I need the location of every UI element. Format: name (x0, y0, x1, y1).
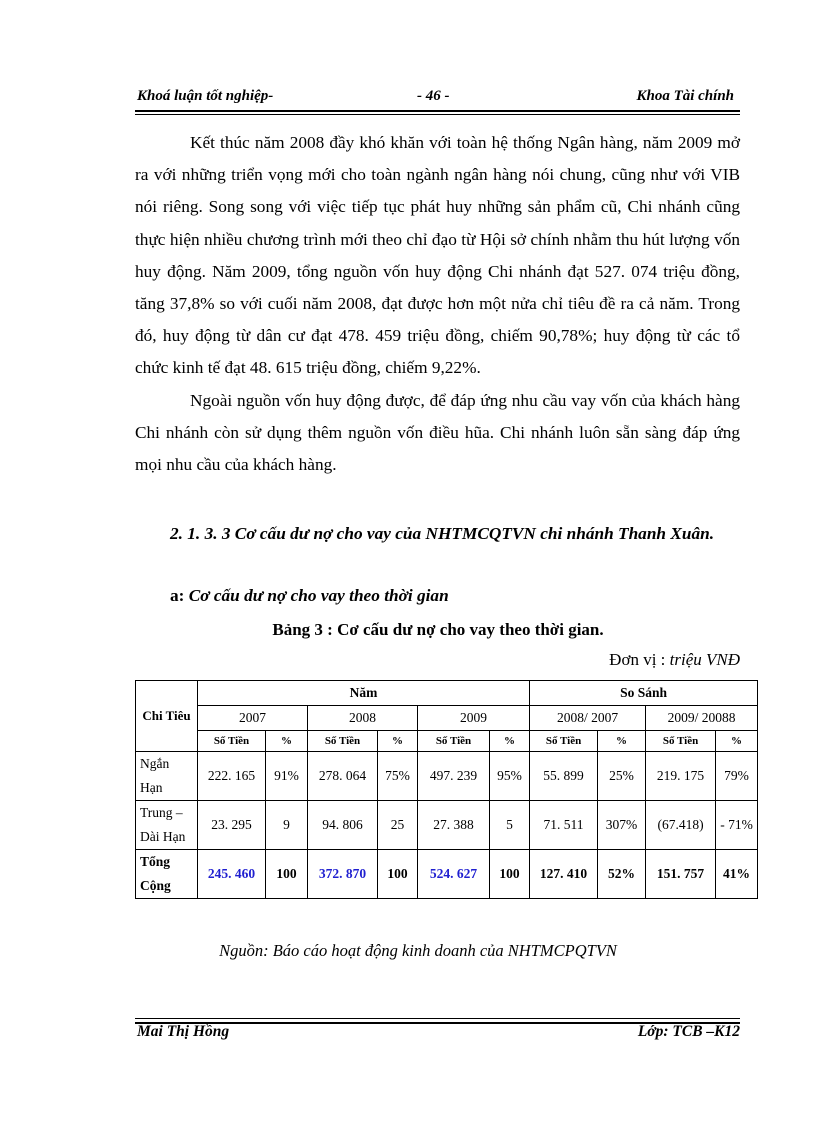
header-so-tien: Số Tiền (308, 731, 378, 752)
table-cell: 5 (490, 801, 530, 850)
footer-class: Lớp: TCB –K12 (637, 1023, 740, 1040)
header-so-tien: Số Tiền (646, 731, 716, 752)
page-footer (135, 1021, 740, 1045)
unit-value: triệu VNĐ (669, 650, 740, 669)
table-cell: 95% (490, 752, 530, 801)
total-cell: 100 (490, 850, 530, 899)
table-header-row-3 (136, 731, 758, 752)
total-cell: 41% (716, 850, 758, 899)
header-chi-tieu: Chi Tiêu (136, 681, 198, 752)
table-cell: 9 (266, 801, 308, 850)
total-cell: 151. 757 (646, 850, 716, 899)
paragraph-1: Kết thúc năm 2008 đầy khó khăn với toàn hệ thống Ngân hàng, năm 2009 mở ra với những triển vọng mới cho toàn ngành ngân hàng nói chung, cũng như với VIB nói riêng. Song song với việc tiếp tục phát huy những sản phẩm cũ, Chi nhánh cũng thực hiện nhiều chương trình mới theo chỉ đạo từ Hội sở chính nhằm thu hút lượng vốn huy động. Năm 2009, tổng nguồn vốn huy động Chi nhánh đạt 527. 074 triệu đồng, tăng 37,8% so với cuối năm 2008, đạt được hơn một nửa chỉ tiêu đề ra cả năm. Trong đó, huy động từ dân cư đạt 478. 459 triệu đồng, chiếm 90,78%; huy động từ các tổ chức kinh tế đạt 48. 615 triệu đồng, chiếm 9,22%. (135, 133, 740, 378)
section-heading: 2. 1. 3. 3 Cơ cấu dư nợ cho vay của NHTMCQTVN chi nhánh Thanh Xuân. (170, 524, 715, 543)
total-cell: 100 (266, 850, 308, 899)
header-pct: % (378, 731, 418, 752)
table-header-row-2 (136, 706, 758, 731)
table-caption: Bảng 3 : Cơ cấu dư nợ cho vay theo thời gian. (272, 620, 604, 639)
table-cell: 91% (266, 752, 308, 801)
table-cell: (67.418) (646, 801, 716, 850)
table-cell: 497. 239 (418, 752, 490, 801)
page-number: - 46 - (417, 88, 450, 104)
subheading-text: Cơ cấu dư nợ cho vay theo thời gian (188, 586, 449, 605)
table-row (136, 752, 758, 801)
table-cell: 79% (716, 752, 758, 801)
row-label: Trung – Dài Hạn (136, 801, 198, 850)
header-so-tien: Số Tiền (530, 731, 598, 752)
table-cell: 55. 899 (530, 752, 598, 801)
header-so-tien: Số Tiền (418, 731, 490, 752)
unit-label: Đơn vị : (609, 650, 670, 669)
header-year: 2008/ 2007 (530, 706, 646, 731)
row-label: Ngắn Hạn (136, 752, 198, 801)
page-header (135, 86, 740, 110)
footer-author: Mai Thị Hồng (137, 1023, 230, 1040)
header-pct: % (716, 731, 758, 752)
table-cell: 25% (598, 752, 646, 801)
header-pct: % (490, 731, 530, 752)
body-text (135, 127, 740, 481)
table-cell: 307% (598, 801, 646, 850)
header-thesis-label: Khoá luận tốt nghiệp- (137, 88, 274, 104)
header-pct: % (266, 731, 308, 752)
header-rule-thick (135, 110, 740, 112)
header-year: 2009 (418, 706, 530, 731)
table-source: Nguồn: Báo cáo hoạt động kinh doanh của NHTMCPQTVN (219, 941, 617, 960)
table-cell: 219. 175 (646, 752, 716, 801)
header-nam: Năm (198, 681, 530, 706)
table-cell: 25 (378, 801, 418, 850)
header-year: 2009/ 20088 (646, 706, 758, 731)
unit-note (609, 647, 740, 673)
table-header-row-1 (136, 681, 758, 706)
table-row (136, 801, 758, 850)
footer-rule-thin (135, 1018, 740, 1019)
table-cell: 278. 064 (308, 752, 378, 801)
table-cell: 94. 806 (308, 801, 378, 850)
table-cell: 75% (378, 752, 418, 801)
table-cell: 71. 511 (530, 801, 598, 850)
row-label-total: Tổng Cộng (136, 850, 198, 899)
header-so-tien: Số Tiền (198, 731, 266, 752)
paragraph-2: Ngoài nguồn vốn huy động được, để đáp ứng nhu cầu vay vốn của khách hàng Chi nhánh còn sử dụng thêm nguồn vốn điều hũa. Chi nhánh luôn sẵn sàng đáp ứng mọi nhu cầu của khách hàng. (135, 390, 740, 475)
header-faculty-label: Khoa Tài chính (636, 88, 734, 104)
total-cell: 100 (378, 850, 418, 899)
header-rule-thin (135, 114, 740, 115)
header-year: 2007 (198, 706, 308, 731)
loan-structure-table (135, 680, 758, 899)
header-so-sanh: So Sánh (530, 681, 758, 706)
subheading (170, 582, 449, 610)
header-pct: % (598, 731, 646, 752)
total-cell: 52% (598, 850, 646, 899)
total-cell: 524. 627 (418, 850, 490, 899)
subheading-prefix: a: (170, 586, 189, 605)
total-cell: 245. 460 (198, 850, 266, 899)
total-cell: 372. 870 (308, 850, 378, 899)
table-cell: 222. 165 (198, 752, 266, 801)
table-cell: 27. 388 (418, 801, 490, 850)
header-year: 2008 (308, 706, 418, 731)
table-row-total (136, 850, 758, 899)
table-cell: 23. 295 (198, 801, 266, 850)
total-cell: 127. 410 (530, 850, 598, 899)
table-cell: - 71% (716, 801, 758, 850)
